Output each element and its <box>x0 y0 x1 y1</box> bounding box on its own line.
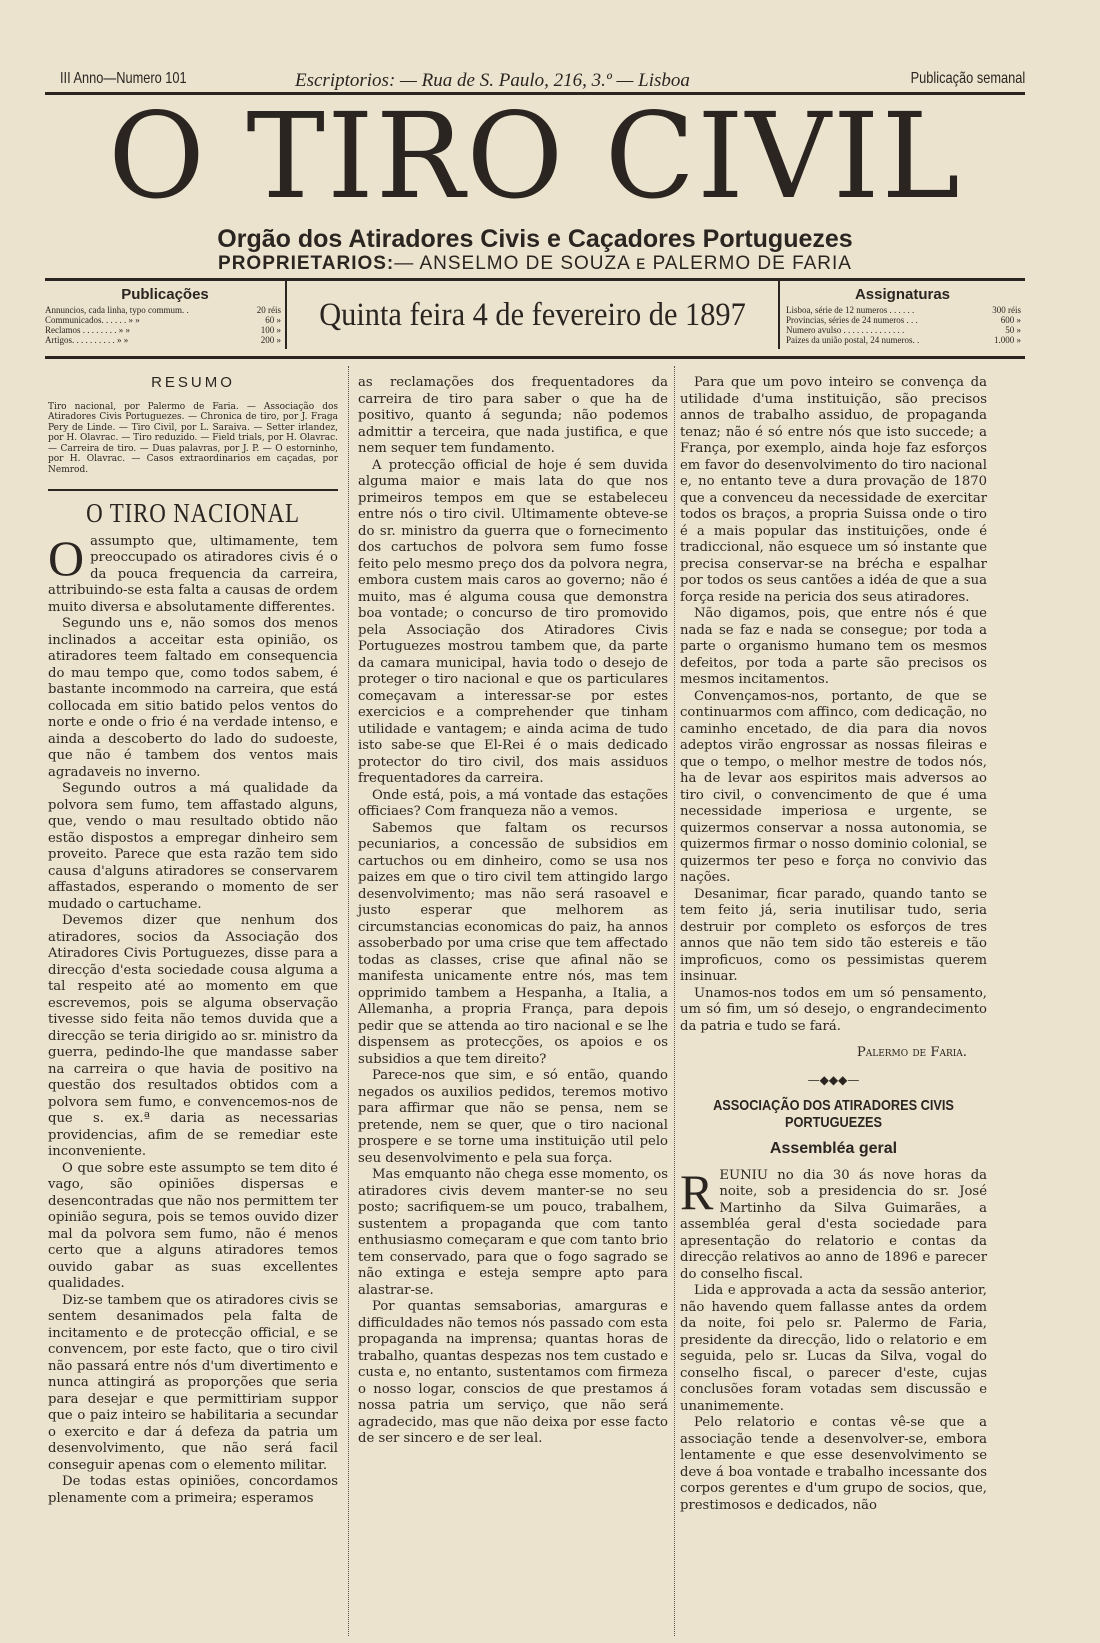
column-separator <box>348 366 349 1636</box>
info-boxes <box>45 281 1025 353</box>
table-row <box>780 315 1025 325</box>
table-row <box>45 315 285 325</box>
article-paragraph: O que sobre este assumpto se tem dito é vago, são opiniões dispersas e desencontradas que não nos permittem ter opinião segura, pois se temos ouvido dizer mal da polvora sem fumo, não é menos certo que a alguns atiradores temos ouvido gabar as suas excellentes qualidades. <box>48 1160 338 1291</box>
article-title: O TIRO NACIONAL <box>86 498 300 528</box>
price-value: 1.000 » <box>994 335 1021 345</box>
article-paragraph: Segundo outros a má qualidade da polvora sem fumo, tem affastado alguns, que, vendo o mau resultado obtido não estão dispostos a empregar dinheiro sem proveito. Parece que esta razão tem sido causa d'alguns atiradores se conservarem affastados, esperando o momento de ser mudado o cartuchame. <box>48 781 338 912</box>
article-paragraph: as reclamações dos frequentadores da carreira de tiro para saber o que ha de positivo, quanto á segunda; não podemos admittir a terceira, que nada justifica, e que nem sequer tem fundamento. <box>358 375 668 456</box>
price-value: 200 » <box>260 335 281 345</box>
table-row <box>45 325 285 335</box>
column-separator <box>674 366 675 1636</box>
section-rule <box>48 489 338 491</box>
article-paragraph: Convençamos-nos, portanto, de que se continuarmos com affinco, com dedicação, no caminho encetado, de dia para dia novos adeptos virão engrossar as nossas fileiras e que o tempo, o melhor mestre de todos nós, ha de levar aos espiritos mais adversos ao tiro civil, o convencimento de que é uma necessidade imperiosa e urgente, se quizermos conservar a nossa autonomia, se quizermos firmar o nosso dominio colonial, se quizermos ter peso e força no convivio das nações. <box>680 688 987 885</box>
article-paragraph: Para que um povo inteiro se convença da utilidade d'uma instituição, são precisos annos de trabalho assiduo, de propaganda tenaz; não é só entre nós que isto succede; a França, por exemplo, ainda hoje faz esforços em favor do desenvolvimento do tiro nacional e, no entanto teve a dura provação de 1870 que a convenceu da necessidade de exercitar todos os braços, a propria Suissa onde o tiro é a mais popular das instituições, onde é tradiccional, não esquece um só instante que precisa conservar-se na brécha e espalhar por todos os seus cantões a idéa de que a sua força reside na pericia dos seus atiradores. <box>680 375 987 605</box>
publicacoes-title: Publicações <box>121 286 209 303</box>
column-3 <box>680 375 987 1514</box>
resumo-title: RESUMO <box>151 374 235 391</box>
table-row <box>45 305 285 315</box>
price-label: Provincias, séries de 24 numeros . . . <box>786 315 918 325</box>
article-paragraph: assumpto que, ultimamente, tem preoccupado os atiradores civis é o da pouca frequencia da carreira, attribuindo-se esta falta a causas de ordem muito diversa e absolutamente differentes. <box>48 533 338 615</box>
article-paragraph: Diz-se tambem que os atiradores civis se sentem desanimados pela falta de incitamento e de protecção official, e se convencem, por este facto, que o tiro civil não passará entre nós d'um divertimento e nunca attingirá as proporções que seria para desejar e que permittiriam suppor que o paiz inteiro se habilitaria a secundar o exercito e dar á defeza da patria um desenvolvimento, que não será facil conseguir apenas com o elemento militar. <box>48 1292 338 1473</box>
assignaturas-table <box>780 305 1025 345</box>
article-paragraph: Segundo uns e, não somos dos menos inclinados a acceitar esta opinião, os atiradores teem faltado em consequencia do mau tempo que, como todos sabem, é bastante incommodo na carreira, que está collocada em sitio batido pelos ventos do norte e onde o frio é na verdade intenso, e ainda a descoberto do lado do sudoeste, que não é tambem dos ventos mais agradaveis no inverno. <box>48 616 338 780</box>
article-paragraph: Parece-nos que sim, e só então, quando negados os auxilios pedidos, teremos motivo para affirmar que não se pensa, nem se pretende, nem se quer, que o tiro nacional prospere e se torne uma instituição util pelo seu desenvolvimento e pela sua força. <box>358 1068 668 1166</box>
article-paragraph: Pelo relatorio e contas vê-se que a associação tende a desenvolver-se, embora lentamente e que esse desenvolvimento se deve á boa vontade e trabalho incessante dos corpos gerentes e d'um grupo de socios, que, prestimosos e dedicados, não <box>680 1415 987 1513</box>
article-paragraph: De todas estas opiniões, concordamos plenamente com a primeira; esperamos <box>48 1474 338 1506</box>
owners-line <box>45 253 1025 275</box>
price-label: Communicados. . . . . . » » <box>45 315 140 325</box>
article-paragraph: Por quantas semsaborias, amarguras e difficuldades não temos nós passado com esta propaganda na imprensa; quantas horas de trabalho, quantas despezas nos tem custado e custa e, no entanto, sustentamos com firmeza o nosso logar, conscios de que prestamos á nossa patria um serviço, que não será agradecido, mas que não deixa por esse facto de ser sincero e de ser leal. <box>358 1299 668 1446</box>
office-address: Escriptorios: — Rua de S. Paulo, 216, 3.º — Lisboa <box>295 70 690 91</box>
boxes-rule <box>45 356 1025 359</box>
price-value: 20 réis <box>256 305 281 315</box>
article-paragraph: Não digamos, pois, que entre nós é que nada se faz e nada se consegue; por toda a parte o organismo humano tem os mesmos defeitos, por toda a parte são precisos os mesmos incitamentos. <box>680 606 987 687</box>
price-value: 600 » <box>1000 315 1021 325</box>
article-paragraph: Devemos dizer que nenhum dos atiradores, socios da Associação dos Atiradores Civis Portuguezes, disse para a direcção d'esta sociedade cousa alguma a tal respeito até ao momento em que escrevemos, pois se alguma observação tivesse sido feita não temos duvida que a direcção se teria dirigido ao sr. ministro da guerra, pedindo-lhe que mandasse saber na carreira o que havia de positivo na questão dos resultados obtidos com a polvora sem fumo, e convencemos-nos de que s. ex.ª daria as necessarias providencias, afim de se remediar este inconveniente. <box>48 913 338 1159</box>
article-paragraph: Sabemos que faltam os recursos pecuniarios, a concessão de subsidios em cartuchos ou em dinheiro, como se usa nos paizes em que o tiro civil tem attingido largo desenvolvimento; mas não será rasoavel e justo esperar que melhorem as circumstancias economicas do paiz, ha annos assoberbado por uma crise que tem affectado todas as classes, crise que afinal não se manifesta unicamente entre nós, mas tem opprimido tambem a Hespanha, a Italia, a Allemanha, a propria França, para depois pedir que se attenda ao tiro nacional e se lhe dispensem as protecções, os apoios e os subsidios a que tem direito? <box>358 820 668 1067</box>
article-paragraph: Mas emquanto não chega esse momento, os atiradores civis devem manter-se no seu posto; sacrifiquem-se um pouco, trabalhem, sustentem a propaganda que com tanto enthusiasmo começaram e que com tanto brio tem conservado, para que o fogo sagrado se não extinga e esteja sempre apto para alastrar-se. <box>358 1167 668 1298</box>
price-label: Paizes da união postal, 24 numeros. . <box>786 335 920 345</box>
associacao-title: ASSOCIAÇÃO DOS ATIRADORES CIVIS PORTUGUEZES <box>713 1097 954 1131</box>
article-paragraph: Unamos-nos todos em um só pensamento, um só fim, um só desejo, o engrandecimento da patria e tudo se fará. <box>680 985 987 1034</box>
price-value: 50 » <box>1005 325 1021 335</box>
table-row <box>780 305 1025 315</box>
assignaturas-box <box>778 281 1025 349</box>
column-1 <box>48 375 338 1507</box>
assignaturas-title: Assignaturas <box>854 286 951 303</box>
article-dropcap: O <box>48 529 85 586</box>
article-paragraph: EUNIU no dia 30 ás nove horas da noite, sob a presidencia do sr. José Martinho da Silva Guimarães, a assembléa geral d'esta sociedade para apresentação do relatorio e contas da direcção relativos ao anno de 1896 e parecer do conselho fiscal. <box>680 1167 987 1282</box>
associacao-dropcap: R <box>680 1163 714 1220</box>
price-value: 60 » <box>265 315 281 325</box>
price-label: Lisboa, série de 12 numeros . . . . . . <box>786 305 915 315</box>
owners-label: PROPRIETARIOS: <box>218 253 395 274</box>
price-label: Artigos. . . . . . . . . . » » <box>45 335 129 345</box>
publication-frequency: Publicação semanal <box>910 70 1025 87</box>
issue-number: III Anno—Numero 101 <box>60 70 187 87</box>
price-label: Annuncios, cada linha, typo commum. . <box>45 305 189 315</box>
article-paragraph: A protecção official de hoje é sem duvida alguma maior e mais lata do que nos primeiros tempos em que se estabeleceu entre nós o tiro civil. Ultimamente obteve-se do sr. ministro da guerra que o fornecimento dos cartuchos de polvora sem fumo fosse feito pelo mesmo preço dos da polvora negra, embora custem mais caros ao governo; não é muito, mas é alguma cousa que demonstra boa vontade; o concurso de tiro promovido pela Associação dos Atiradores Civis Portuguezes mostrou tambem que, da parte da camara municipal, havia todo o desejo de proteger o tiro nacional e que os particulares começavam a interessar-se por estes exercicios e a comprehender que tinham utilidade e vantagem; e ainda acima de tudo isto sabe-se que El-Rei é o mais dedicado protector do tiro civil, dos mais assiduos frequentadores da carreira. <box>358 457 668 786</box>
price-label: Numero avulso . . . . . . . . . . . . . . <box>786 325 905 335</box>
article-paragraph: Desanimar, ficar parado, quando tanto se tem feito já, seria inutilisar tudo, seria destruir por completo os esforços de tres annos que não tem sido tão estereis e tão improficuos, como os pessimistas querem insinuar. <box>680 886 987 984</box>
price-value: 100 » <box>260 325 281 335</box>
column-2 <box>358 375 668 1448</box>
resumo-text: Tiro nacional, por Palermo de Faria. — Associação dos Atiradores Civis Portuguezes. — Chronica de tiro, por J. Fraga Pery de Linde. — Tiro Civil, por L. Saraiva. — Setter irlandez, por H. Olavrac. — Tiro reduzido. — Field trials, por H. Olavrac. — Carreira de tiro. — Duas palavras, por J. P. — O estorninho, por H. Olavrac. — Casos extraordinarios em caçadas, por Nemrod. <box>48 401 338 475</box>
article-paragraph: Lida e approvada a acta da sessão anterior, não havendo quem fallasse antes da ordem da noite, foi pelo sr. Palermo de Faria, presidente da direcção, lido o relatorio e em seguida, pelo sr. Lucas da Silva, vogal do conselho fiscal, o parecer d'este, cujas conclusões foram votadas sem discussão e unanimemente. <box>680 1283 987 1414</box>
issue-date: Quinta feira 4 de fevereiro de 1897 <box>319 297 746 333</box>
price-value: 300 réis <box>992 305 1021 315</box>
ornament-divider: —◆◆◆— <box>807 1072 860 1087</box>
publicacoes-table <box>45 305 285 345</box>
masthead-title: O TIRO CIVIL <box>108 87 962 225</box>
table-row <box>780 325 1025 335</box>
assembleia-subtitle: Assembléa geral <box>769 1140 898 1157</box>
table-row <box>780 335 1025 345</box>
masthead-subtitle: Orgão dos Atiradores Civis e Caçadores Portuguezes <box>217 225 853 253</box>
owners-names: — ANSELMO DE SOUZA ᴇ PALERMO DE FARIA <box>394 253 852 274</box>
article-signature: Palermo de Faria. <box>856 1045 967 1060</box>
table-row <box>45 335 285 345</box>
article-paragraph: Onde está, pois, a má vontade das estações officiaes? Com franqueza não a vemos. <box>358 787 668 819</box>
publicacoes-box <box>45 281 287 349</box>
price-label: Reclamos . . . . . . . . » » <box>45 325 130 335</box>
